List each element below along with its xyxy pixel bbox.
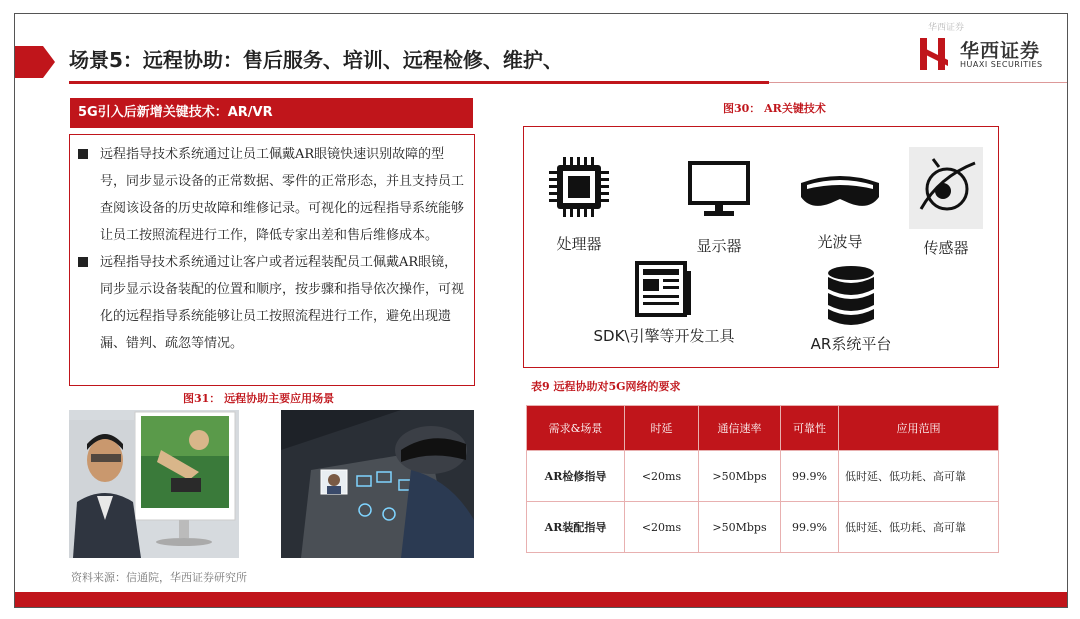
key-tech-header: 5G引入后新增关键技术：AR/VR	[70, 98, 473, 128]
company-logo	[920, 36, 1060, 76]
table-header-cell: 通信速率	[699, 406, 781, 451]
table-cell: 99.9%	[781, 502, 839, 553]
table-header-cell: 时延	[625, 406, 699, 451]
tech-label: SDK\引擎等开发工具	[593, 327, 735, 345]
huaxi-logo-icon	[920, 36, 950, 72]
title-arrow-icon	[15, 46, 55, 78]
tech-item-processor	[546, 155, 612, 254]
tech-item-sdk	[584, 261, 744, 346]
table-cell: 低时延、低功耗、高可靠	[839, 451, 999, 502]
table-header-cell: 可靠性	[781, 406, 839, 451]
figure30-caption: 图30： AR关键技术	[723, 102, 826, 115]
bullet-item	[78, 141, 466, 249]
logo-text-en: HUAXI SECURITIES	[960, 60, 1043, 69]
bullet-text: 远程指导技术系统通过让客户或者远程装配员工佩戴AR眼镜，同步显示设备装配的位置和顺序，按步骤和指导依次操作，可视化的远程指导系统能够让员工按照流程进行工作，避免出现遗漏、错判、疏忽等情况。	[100, 255, 465, 351]
requirements-table	[526, 405, 999, 553]
table-cell: >50Mbps	[699, 502, 781, 553]
tech-item-display	[684, 161, 754, 256]
table9-caption: 表9 远程协助对5G网络的要求	[531, 380, 681, 393]
processor-icon	[547, 155, 611, 219]
table-row	[527, 451, 999, 502]
table-cell: <20ms	[625, 451, 699, 502]
table-cell: AR装配指导	[527, 502, 625, 553]
description-box	[69, 134, 475, 386]
bullet-square-icon	[78, 149, 88, 159]
tech-label: 光波导	[817, 233, 863, 251]
vr-headset-icon	[799, 173, 881, 213]
logo-text-cn: 华西证券	[960, 40, 1041, 62]
bullet-item	[78, 249, 466, 357]
source-note: 资料来源：信通院，华西证券研究所	[71, 571, 247, 584]
tech-item-waveguide	[796, 173, 884, 252]
table-cell: 99.9%	[781, 451, 839, 502]
table-cell: 低时延、低功耗、高可靠	[839, 502, 999, 553]
bullet-square-icon	[78, 257, 88, 267]
table-cell: <20ms	[625, 502, 699, 553]
tech-label: 处理器	[556, 235, 602, 253]
monitor-icon	[688, 161, 750, 219]
table-header-row	[527, 406, 999, 451]
table-cell: AR检修指导	[527, 451, 625, 502]
figure31-caption: 图31： 远程协助主要应用场景	[183, 392, 335, 405]
tech-label: AR系统平台	[810, 335, 892, 353]
watermark: 华西证券	[928, 23, 965, 33]
tech-label: 显示器	[696, 237, 742, 255]
page-title: 场景5：远程协助：售后服务、培训、远程检修、维护、	[69, 48, 563, 72]
tech-item-platform	[796, 265, 906, 354]
title-underline-thin	[769, 82, 1067, 83]
newspaper-icon	[635, 261, 693, 319]
table-header-cell: 应用范围	[839, 406, 999, 451]
slide	[14, 13, 1068, 608]
bullet-text: 远程指导技术系统通过让员工佩戴AR眼镜快速识别故障的型号，同步显示设备的正常数据、零件的正常形态，并且支持员工查阅该设备的历史故障和维修记录。可视化的远程指导系统能够让员工按照流程进行工作，降低专家出差和售后维修成本。	[100, 147, 465, 243]
title-underline	[69, 81, 769, 84]
tech-label: 传感器	[923, 239, 969, 257]
photo-ar-assembly	[281, 410, 474, 558]
table-cell: >50Mbps	[699, 451, 781, 502]
tech-item-sensor	[906, 147, 986, 258]
database-icon	[826, 265, 876, 327]
photo-ar-maintenance	[69, 410, 239, 558]
footer-bar	[15, 592, 1067, 607]
table-header-cell: 需求&场景	[527, 406, 625, 451]
ar-tech-box	[523, 126, 999, 368]
table-row	[527, 502, 999, 553]
sensor-icon	[909, 147, 983, 229]
